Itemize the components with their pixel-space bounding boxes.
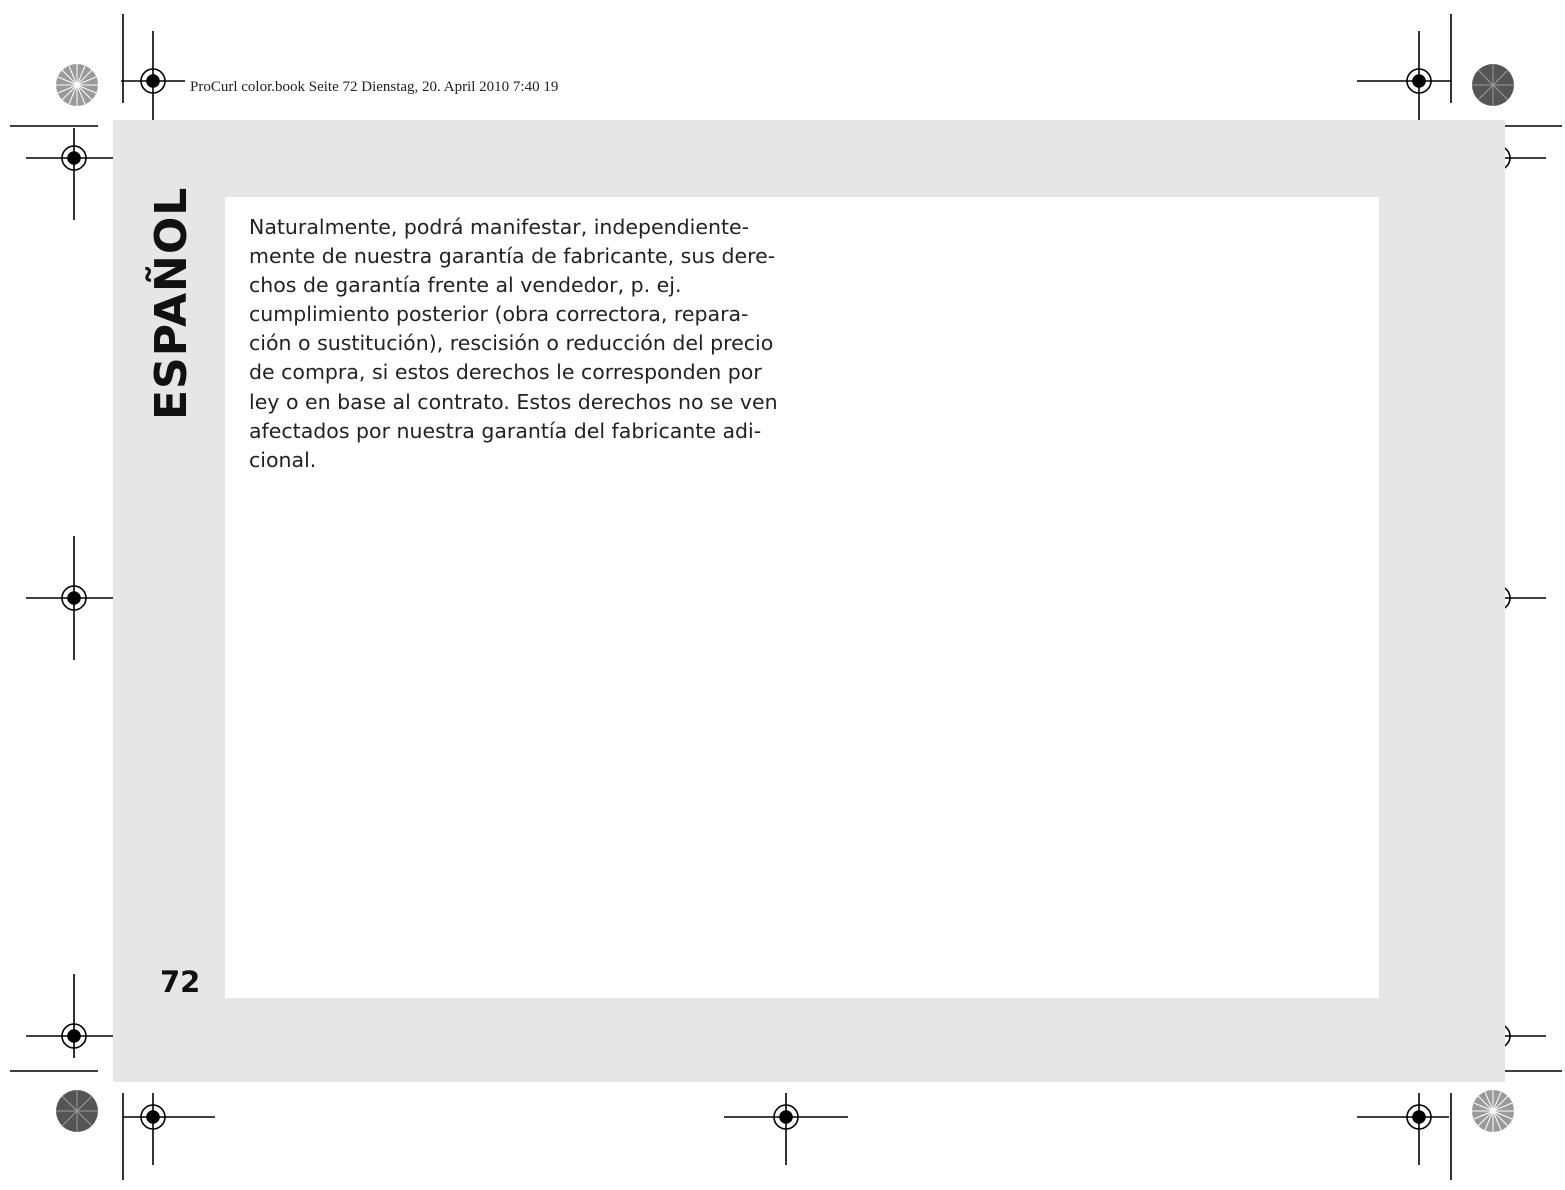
registration-mark — [123, 1093, 215, 1165]
body-line: ción o sustitución), rescisión o reducción del precio — [249, 331, 774, 356]
starburst-target — [1472, 1090, 1514, 1132]
section-language-tab: ESPAÑOL — [146, 186, 197, 420]
body-line: chos de garantía frente al vendedor, p. ej. — [249, 273, 682, 298]
registration-mark — [1357, 1093, 1449, 1165]
starburst-target — [56, 1090, 98, 1132]
registration-mark — [724, 1093, 848, 1165]
registration-mark — [26, 974, 122, 1058]
starburst-target — [56, 64, 98, 106]
body-line: mente de nuestra garantía de fabricante, sus dere- — [249, 244, 776, 269]
body-line: afectados por nuestra garantía del fabricante adi- — [249, 418, 762, 443]
registration-mark — [121, 31, 185, 131]
registration-mark — [26, 128, 122, 220]
starburst-target — [1472, 64, 1514, 106]
print-slug: ProCurl color.book Seite 72 Dienstag, 20. April 2010 7:40 19 — [190, 79, 559, 95]
registration-mark — [26, 536, 122, 660]
body-line: ley o en base al contrato. Estos derechos no se ven — [249, 389, 778, 414]
body-paragraph — [249, 213, 809, 475]
page-number: 72 — [160, 965, 201, 999]
body-line: de compra, si estos derechos le corresponden por — [249, 360, 762, 385]
body-line: Naturalmente, podrá manifestar, independiente- — [249, 215, 750, 239]
body-line: cumplimiento posterior (obra correctora, repara- — [249, 302, 749, 327]
registration-mark — [1357, 31, 1451, 131]
body-line: cional. — [249, 447, 317, 472]
